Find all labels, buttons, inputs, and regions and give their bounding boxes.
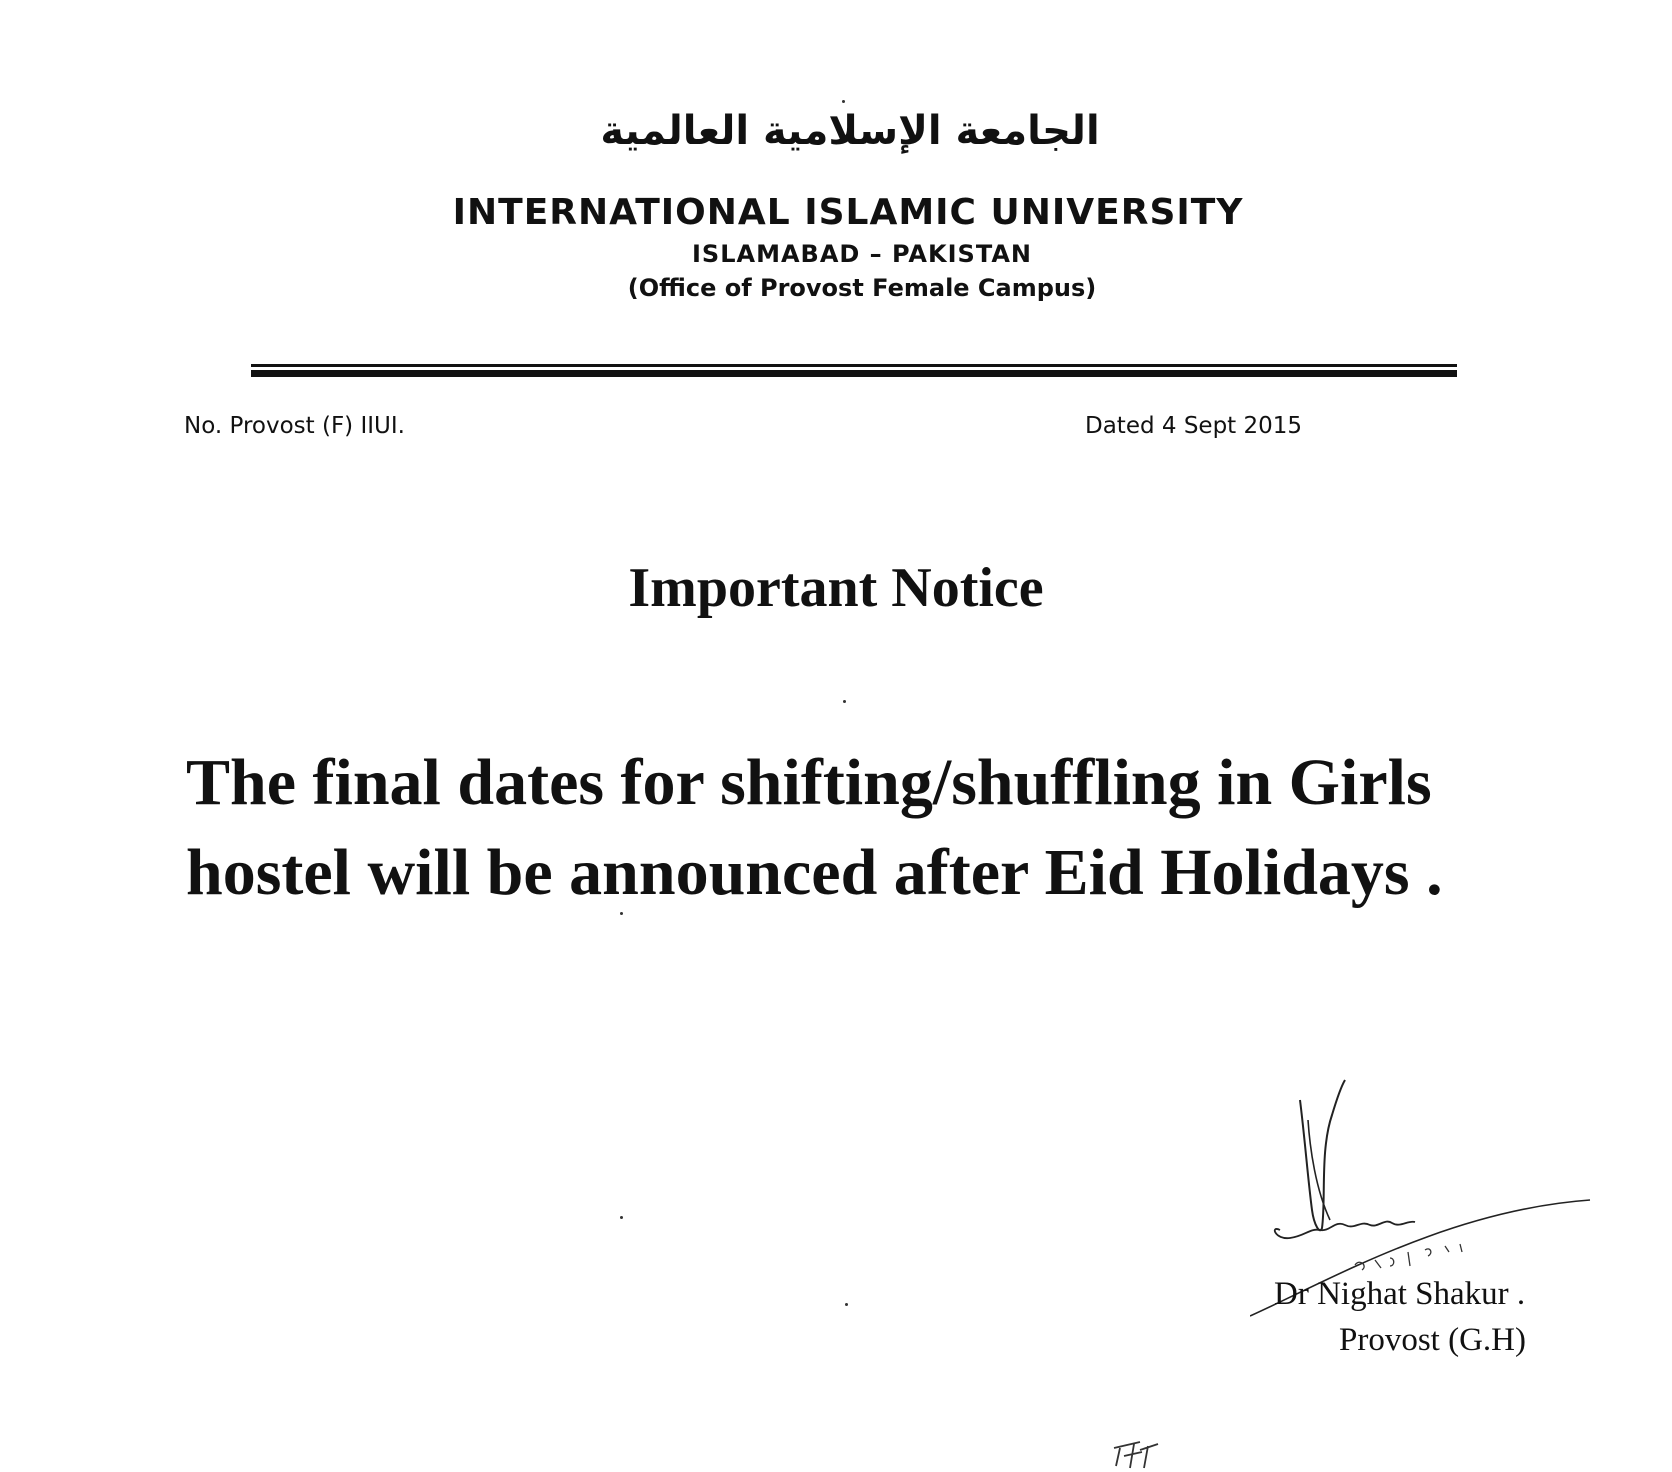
header-divider-thick — [251, 370, 1457, 377]
scan-speck — [843, 700, 846, 703]
page-mark-scribble — [1110, 1438, 1170, 1472]
notice-body — [186, 738, 1506, 918]
office-name: (Office of Provost Female Campus) — [627, 274, 1097, 302]
scan-speck — [620, 1216, 623, 1219]
arabic-university-name: الجامعة الإسلامية العالمية — [600, 108, 1100, 154]
notice-body-line-1: The final dates for shifting/shuffling in Girls — [186, 746, 1432, 819]
reference-number: No. Provost (F) IIUI. — [184, 413, 405, 439]
university-name: INTERNATIONAL ISLAMIC UNIVERSITY — [452, 192, 1244, 233]
header-divider-thin — [251, 364, 1457, 367]
scan-speck — [620, 912, 623, 915]
scan-speck — [845, 1303, 848, 1306]
notice-body-line-2: hostel will be announced after Eid Holidays . — [186, 836, 1443, 909]
notice-date: Dated 4 Sept 2015 — [1085, 413, 1303, 439]
signatory-name: Dr Nighat Shakur . — [1274, 1276, 1526, 1312]
university-location: ISLAMABAD – PAKISTAN — [692, 240, 1032, 268]
notice-heading: Important Notice — [628, 557, 1044, 619]
scan-speck — [842, 100, 845, 103]
signatory-title: Provost (G.H) — [1339, 1322, 1526, 1358]
